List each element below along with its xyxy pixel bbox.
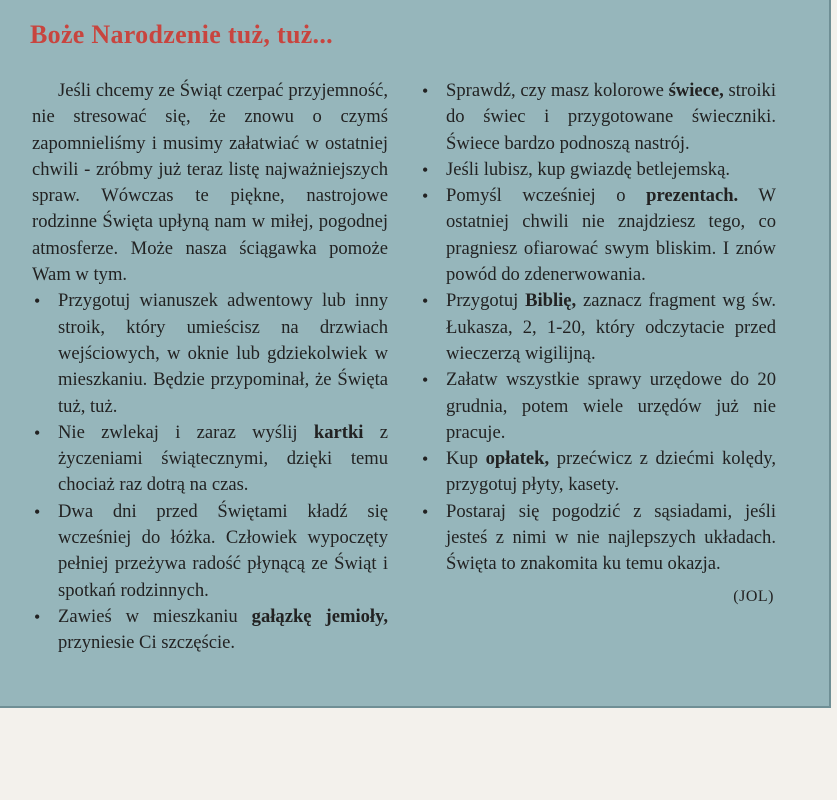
item-bold-text: kartki: [313, 421, 364, 443]
item-text: Przygotuj: [446, 290, 526, 312]
list-item: [32, 420, 388, 499]
item-bold-text: świece,: [668, 80, 724, 101]
list-item: [32, 604, 388, 657]
intro-paragraph: Jeśli chcemy ze Świąt czerpać przyjemność, nie stresować się, że znowu o czymś zapomnieliśmy i musimy załatwiać w ostatniej chwili - zróbmy już teraz listę najważniejszych spraw. Wówczas te piękne, nastrojowe rodzinne Święta upłyną nam w miłej, pogodnej atmosferze. Może nasza ściągawka pomoże Wam w tym.: [32, 80, 388, 286]
item-text: z życzeniami świątecznymi, dzięki temu chociaż raz dotrą na czas.: [58, 421, 388, 496]
item-text: zaznacz fragment wg św. Łukasza, 2, 1-20, który odczytacie przed wieczerzą wigilijną.: [446, 290, 776, 364]
author-signature: (JOL): [733, 587, 774, 605]
item-text: Postaraj się pogodzić z sąsiadami, jeśli jesteś z nimi w nie najlepszych układach. Święta to znakomita ku temu okazja.: [446, 500, 776, 575]
item-text: Załatw wszystkie sprawy urzędowe do 20 grudnia, potem wiele urzędów już nie pracuje.: [446, 369, 776, 443]
item-text: Jeśli lubisz, kup gwiazdę betlejemską.: [446, 158, 730, 180]
list-item: [420, 499, 776, 578]
item-text: przyniesie Ci szczęście.: [58, 632, 236, 654]
item-text: stroiki do świec i przygotowane świeczniki. Świece bardzo podnoszą nastrój.: [446, 80, 776, 154]
item-text: Nie zwlekaj i zaraz wyślij: [58, 421, 314, 443]
item-text: Sprawdź, czy masz kolorowe: [446, 80, 669, 101]
item-text: Pomyśl wcześniej o: [446, 185, 647, 207]
right-checklist: [420, 78, 776, 578]
left-column: [32, 78, 388, 657]
item-bold-text: Biblię,: [525, 290, 577, 312]
item-text: Przygotuj wianuszek adwentowy lub inny stroik, który umieścisz na drzwiach wejściowych, w oknie lub gdziekolwiek w mieszkaniu. Będzie przypominał, że Święta tuż, tuż.: [58, 290, 388, 417]
item-bold-text: opłatek,: [485, 448, 550, 470]
list-item: [32, 499, 388, 604]
item-text: Kup: [446, 448, 486, 470]
item-bold-text: prezentach.: [646, 185, 739, 207]
article-title: Boże Narodzenie tuż, tuż...: [30, 20, 333, 49]
list-item: [420, 288, 776, 367]
list-item: [32, 288, 388, 419]
left-checklist: [32, 288, 388, 656]
item-text: W ostatniej chwili nie znajdziesz tego, co pragniesz ofiarować swym bliskim. I znów powód do zdenerwowania.: [446, 185, 776, 286]
list-item: [420, 157, 776, 183]
list-item: [420, 78, 776, 157]
item-text: Zawieś w mieszkaniu: [58, 605, 252, 627]
list-item: [420, 367, 776, 446]
list-item: [420, 183, 776, 288]
right-column: [420, 78, 776, 610]
list-item: [420, 446, 776, 499]
item-text: przećwicz z dziećmi kolędy, przygotuj płyty, kasety.: [446, 448, 776, 496]
item-text: Dwa dni przed Świętami kładź się wcześniej do łóżka. Człowiek wypoczęty pełniej przeżywa radość płynącą ze Świąt i spotkań rodzinnych.: [58, 500, 388, 601]
item-bold-text: gałązkę jemioły,: [251, 605, 388, 627]
